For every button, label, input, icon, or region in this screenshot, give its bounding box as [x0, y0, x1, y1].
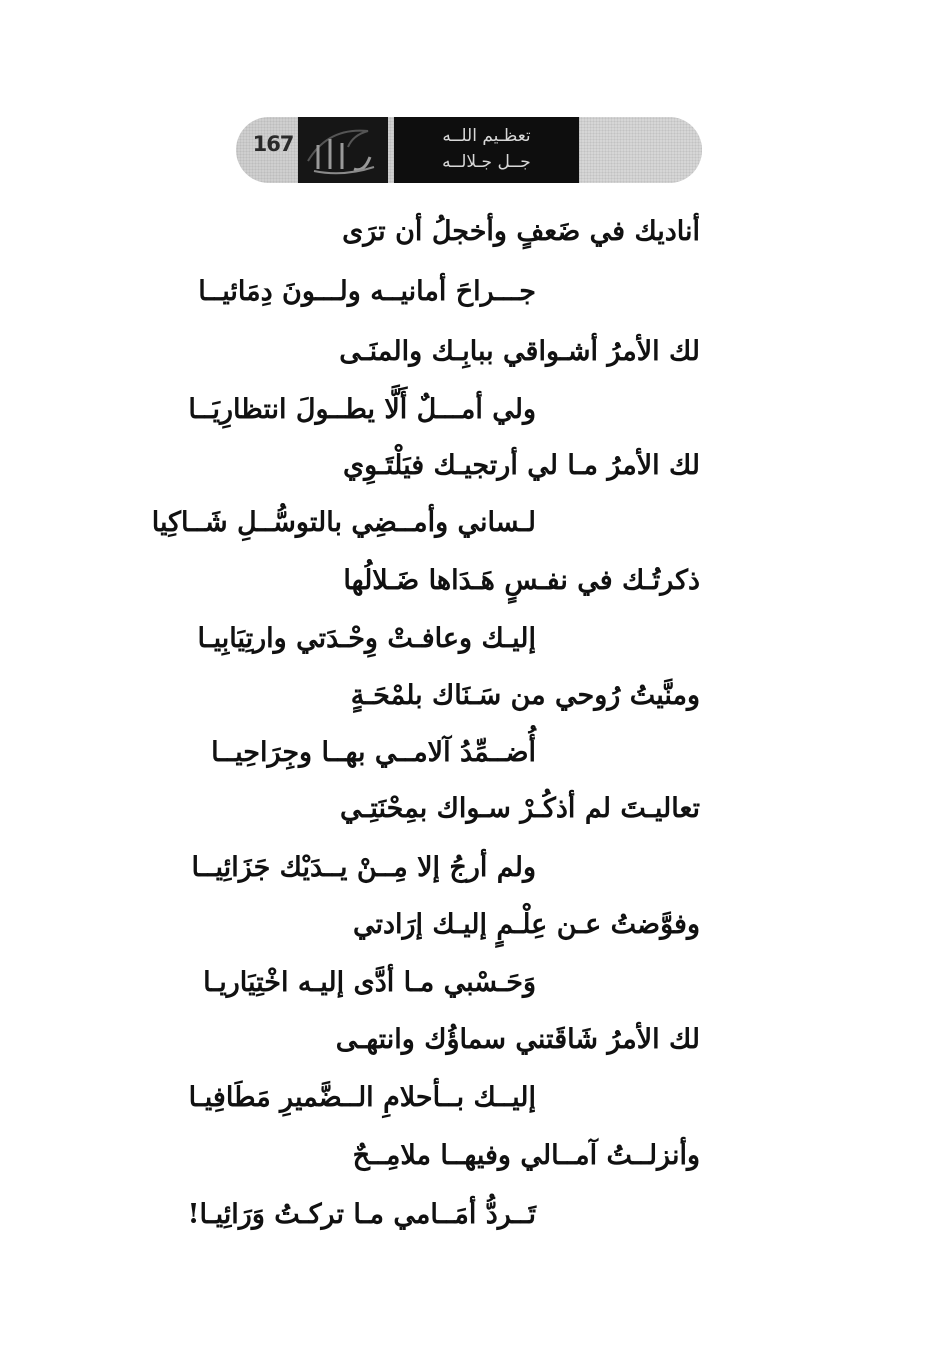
poem-line: لـساني وأمــضِي بالتوسُّــلِ شَــاكِيا: [151, 507, 536, 538]
poem-line: وفوَّضتُ عـن عِلْـمٍ إليـك إرَادتي: [352, 909, 700, 940]
poem-line: ذكرتُـك في نفـسٍ هَـدَاها ضَـلالُها: [343, 565, 700, 596]
poem-line: لك الأمرُ أشـواقي ببابِـك والمنَـى: [339, 336, 700, 367]
poem-line: إليــك بــأحلامِ الــضَّميرِ مَطَافِيـا: [188, 1082, 536, 1113]
book-title-line-1: تعظـيم اللــه: [442, 126, 531, 146]
poem-line: وَحَـسْبي مـا أدَّى إليـه اخْتِيَاريـا: [203, 967, 536, 998]
poem-line: أُضــمِّدُ آلامــي بهــا وجِرَاحِيــا: [211, 737, 536, 768]
poem-line: تَــردُّ أمَــامي مـا تركـتُ وَرَائِيـا!: [187, 1199, 536, 1230]
poem-line: وأنزلــتُ آمــالي وفيهــا ملامِــحٌ: [352, 1140, 700, 1171]
page-number: 167: [252, 132, 294, 156]
poem-line: أناديك في ضَعفٍ وأخجلُ أن ترَى: [342, 216, 700, 247]
book-title-line-2: جــل جـلالــه: [442, 152, 531, 172]
poem-line: لك الأمرُ مـا لي أرتجيـك فيَلْتَـوِي: [343, 450, 700, 481]
header-ornament: [580, 117, 702, 183]
poem-line: إليـك وعافـتْ وِحْـدَتي وارتِيَابِيـا: [197, 623, 536, 654]
poem-line: تعاليـتَ لم أذكُـرْ سـواك بمِحْنَتِـي: [339, 793, 700, 824]
allah-calligraphy-logo: [298, 117, 388, 183]
calligraphy-icon: [298, 117, 388, 183]
poem-line: جـــراحَ أمانيــه ولـــونَ دِمَائيــا: [198, 276, 536, 307]
book-title: [394, 117, 579, 183]
poem-line: ومنَّيتُ رُوحي من سَـنَاك بلمْحَـةٍ: [350, 680, 700, 711]
poem-line: ولم أرجُ إلا مِــنْ يــدَيْك جَزَائِيــا: [191, 852, 536, 883]
poem-line: ولي أمـــلٌ أَلَّا يطــولَ انتظارِيَــا: [188, 394, 536, 425]
poem-line: لك الأمرُ شَاقَتني سماؤُك وانتهـى: [335, 1024, 700, 1055]
